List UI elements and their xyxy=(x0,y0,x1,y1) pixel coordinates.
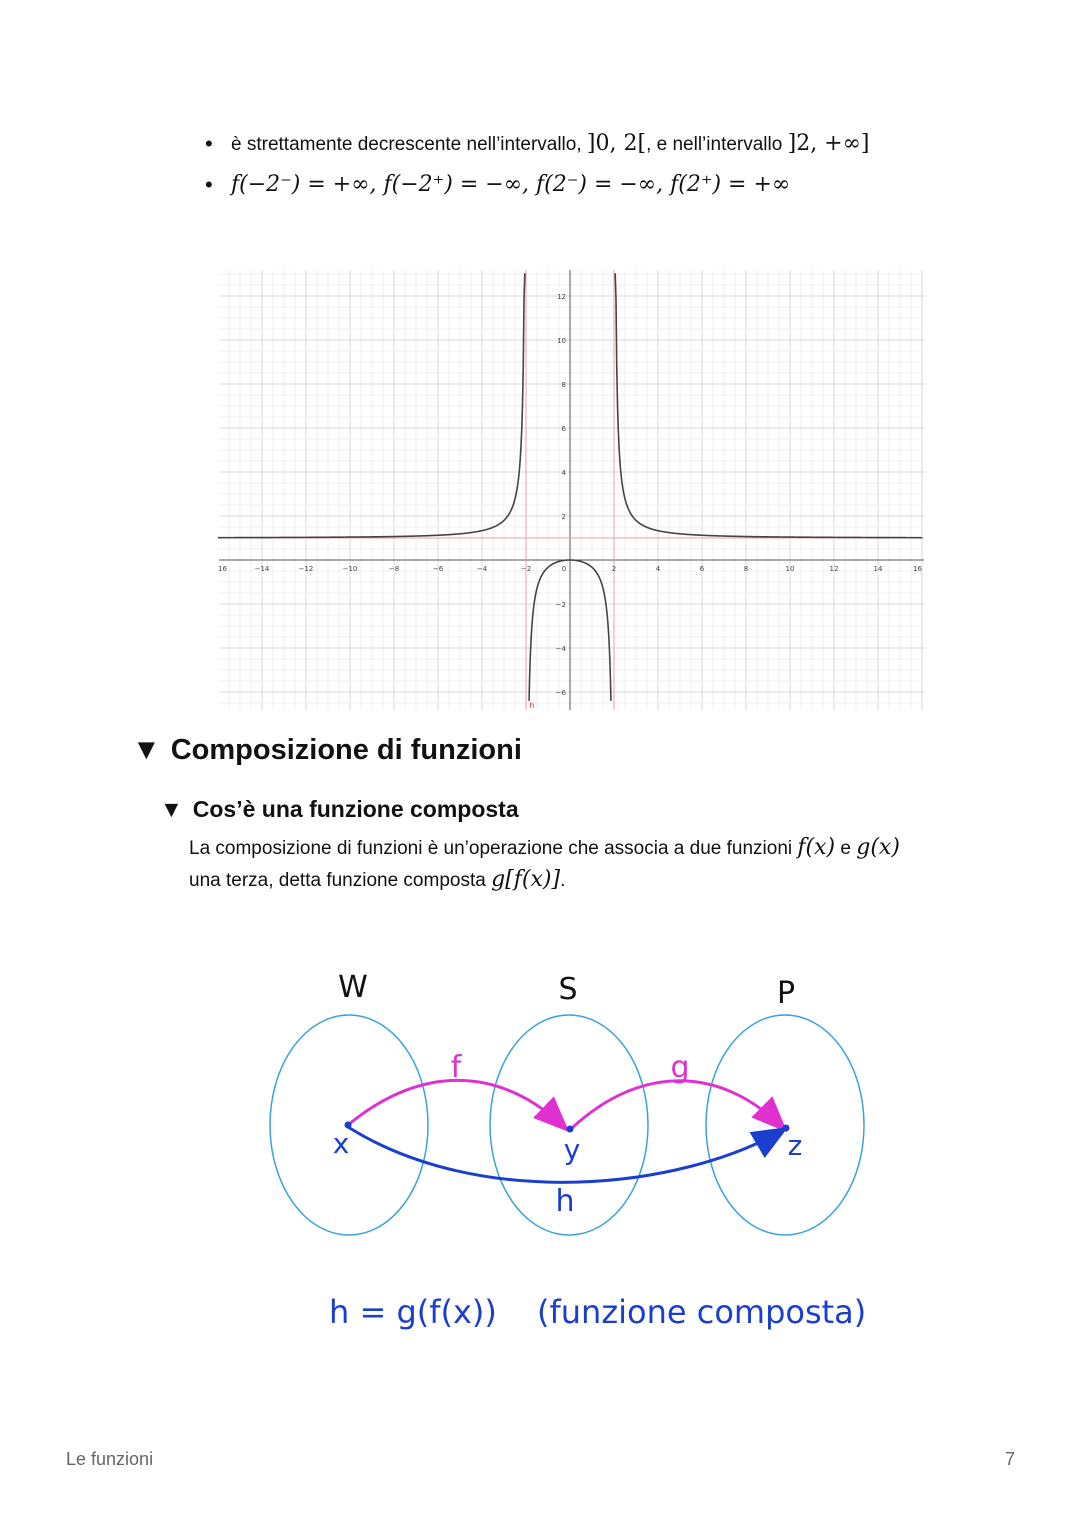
label-y: y xyxy=(563,1133,581,1166)
x-tick-label: −2 xyxy=(520,565,532,573)
para-text: una terza, detta funzione composta xyxy=(189,870,492,891)
collapse-triangle-icon[interactable]: ▼ xyxy=(132,734,161,766)
label-h: h xyxy=(555,1184,575,1219)
formula-note: (funzione composta) xyxy=(537,1293,867,1331)
arrow-g xyxy=(572,1081,783,1128)
x-tick-label: 0 xyxy=(561,565,567,573)
math-f: f(x) xyxy=(797,835,836,860)
x-tick-label: 6 xyxy=(699,565,705,573)
page-number: 7 xyxy=(1005,1449,1016,1469)
x-tick-label: 14 xyxy=(873,565,883,573)
x-tick-label: 8 xyxy=(743,565,749,573)
x-tick-label: 16 xyxy=(913,565,922,573)
para-text: La composizione di funzioni è un’operazione che associa a due funzioni xyxy=(189,838,798,859)
x-tick-label: 4 xyxy=(655,565,661,573)
footer-title: Le funzioni xyxy=(66,1449,154,1469)
x-tick-label: −6 xyxy=(432,565,444,573)
collapse-triangle-icon[interactable]: ▼ xyxy=(160,796,183,822)
curve-annotation: h xyxy=(529,701,535,710)
subsection-title-text: Cos’è una funzione composta xyxy=(192,796,519,822)
bullet-text: è strettamente decrescente nell’intervallo, xyxy=(231,134,587,155)
set-p-label: P xyxy=(776,976,796,1011)
bullet-decreasing xyxy=(205,128,985,161)
y-tick-label: 8 xyxy=(561,381,566,389)
axes xyxy=(219,270,924,710)
interval-math: ]2, +∞] xyxy=(787,131,870,156)
definition-paragraph xyxy=(189,832,949,896)
x-tick-label: −14 xyxy=(254,565,270,573)
label-z: z xyxy=(787,1129,803,1162)
section-title[interactable] xyxy=(132,734,522,767)
bullet-list xyxy=(205,128,985,210)
grid xyxy=(219,270,924,710)
label-g: g xyxy=(670,1050,690,1085)
arrow-f xyxy=(348,1080,565,1128)
section-title-text: Composizione di funzioni xyxy=(170,734,522,766)
x-tick-label: 10 xyxy=(785,565,795,573)
x-tick-label: −8 xyxy=(388,565,400,573)
function-graph xyxy=(219,270,924,710)
composition-diagram xyxy=(250,955,890,1355)
x-tick-label: 16 xyxy=(218,565,227,573)
para-text: e xyxy=(835,838,857,859)
x-tick-label: 12 xyxy=(829,565,839,573)
y-tick-label: −4 xyxy=(555,645,566,653)
x-tick-label: 2 xyxy=(611,565,617,573)
bullet-limits xyxy=(205,169,985,202)
limits-math: f(−2⁻) = +∞, f(−2⁺) = −∞, f(2⁻) = −∞, f(2⁺) = +∞ xyxy=(231,172,791,197)
bullet-text: , e nell’intervallo xyxy=(646,134,788,155)
label-f: f xyxy=(450,1050,462,1085)
y-tick-label: 4 xyxy=(561,469,566,477)
math-composite: g[f(x)] xyxy=(491,867,561,892)
set-s-label: S xyxy=(558,972,578,1007)
y-tick-label: 6 xyxy=(561,425,566,433)
x-tick-label: −4 xyxy=(476,565,488,573)
y-tick-label: 12 xyxy=(557,293,566,301)
y-tick-label: −2 xyxy=(555,601,566,609)
set-w-label: W xyxy=(338,970,368,1005)
interval-math: ]0, 2[ xyxy=(586,131,647,156)
para-text: . xyxy=(560,870,566,891)
x-tick-label: −12 xyxy=(298,565,314,573)
label-x: x xyxy=(332,1127,350,1160)
y-tick-label: 2 xyxy=(561,513,566,521)
subsection-title[interactable] xyxy=(160,796,519,823)
math-g: g(x) xyxy=(856,835,900,860)
point-y xyxy=(567,1126,574,1133)
y-tick-label: −6 xyxy=(555,689,566,697)
x-tick-label: −10 xyxy=(342,565,358,573)
formula: h = g(f(x)) xyxy=(329,1293,497,1331)
y-tick-label: 10 xyxy=(557,337,566,345)
